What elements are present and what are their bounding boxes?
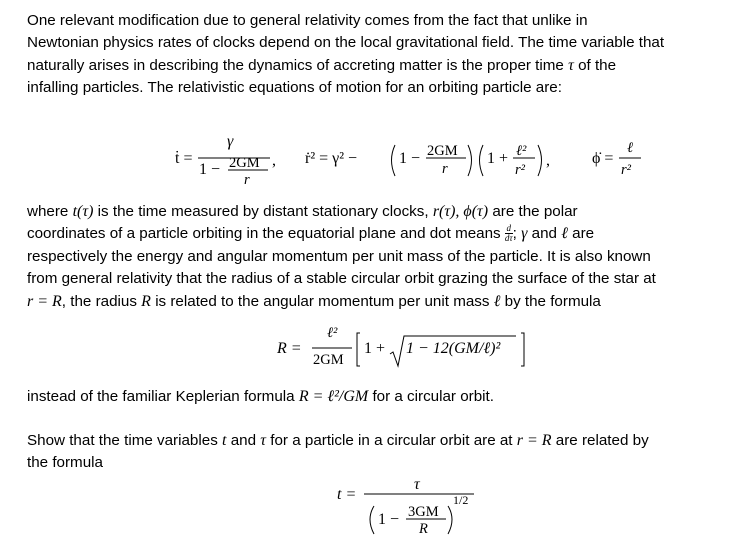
- fraction-numerator: d: [506, 223, 511, 234]
- math-symbol: τ: [260, 432, 267, 449]
- math-symbol: t: [222, 432, 227, 449]
- math-symbol: R: [141, 292, 151, 310]
- semicolon: ;: [512, 225, 517, 243]
- radius-radicand: 1 − 12(GM/ℓ)²: [406, 340, 501, 357]
- r-dot-factor1-one: 1 −: [399, 150, 421, 167]
- tau-symbol: τ: [568, 56, 574, 74]
- comma: ,: [272, 152, 276, 169]
- math-symbol: r = R: [27, 292, 62, 310]
- text-span: is the time measured by distant stationary clocks,: [97, 203, 429, 220]
- text-span: and: [531, 225, 557, 243]
- math-symbol: ℓ: [493, 292, 501, 310]
- radius-lhs: R =: [277, 340, 302, 357]
- final-lhs: t =: [337, 486, 357, 503]
- math-symbol: r = R: [516, 432, 552, 449]
- phi-dot-denominator: r²: [621, 162, 631, 178]
- t-dot-lhs: ṫ =: [175, 150, 193, 167]
- text-line: infalling particles. The relativistic equations of motion for an orbiting particle are:: [27, 79, 562, 97]
- text-line: the formula: [27, 454, 103, 472]
- r-dot-lhs: ṙ² = γ² −: [305, 150, 358, 167]
- final-numerator: τ: [414, 476, 420, 493]
- text-span: naturally arises in describing the dynamics of accreting matter is the proper time: [27, 56, 564, 74]
- text-span: Show that the time variables: [27, 432, 218, 449]
- comma: ,: [546, 152, 550, 169]
- t-dot-numerator: γ: [227, 133, 234, 150]
- t-dot-inner-denominator: r: [244, 172, 250, 188]
- r-dot-factor2-numerator: ℓ²: [516, 143, 527, 159]
- text-span: are the polar: [492, 203, 578, 220]
- text-span: are related by: [555, 432, 649, 449]
- text-span: and: [230, 432, 257, 449]
- text-span: for a particle in a circular orbit are at: [270, 432, 513, 449]
- text-span: where: [27, 203, 69, 220]
- fraction-denominator: dτ: [504, 233, 513, 244]
- text-line: from general relativity that the radius of a stable circular orbit grazing the surface of the star at: [27, 270, 656, 288]
- text-span: is related to the angular momentum per unit mass: [155, 292, 490, 310]
- phi-dot-numerator: ℓ: [627, 140, 634, 156]
- t-dot-inner-numerator: 2GM: [229, 155, 260, 171]
- r-dot-factor2-denominator: r²: [515, 162, 525, 178]
- phi-dot-lhs: ϕ̇ =: [592, 150, 614, 167]
- final-inner-numerator: 3GM: [408, 504, 439, 520]
- right-paren: [448, 506, 452, 534]
- text-line: respectively the energy and angular momentum per unit mass of the particle. It is also known: [27, 247, 651, 265]
- text-span: coordinates of a particle orbiting in the equatorial plane and dot means: [27, 225, 501, 243]
- final-exponent: 1/2: [453, 493, 469, 507]
- radius-one-plus: 1 +: [364, 340, 386, 357]
- text-span: are: [572, 225, 595, 243]
- final-paren-one: 1 −: [378, 511, 400, 528]
- left-paren: [370, 506, 374, 534]
- text-span: by the formula: [504, 292, 601, 310]
- t-dot-denominator-one: 1 −: [199, 161, 221, 178]
- math-symbol: r(τ), ϕ(τ): [432, 203, 489, 220]
- math-symbol: γ: [521, 225, 528, 243]
- text-span: , the radius: [61, 292, 137, 310]
- radius-numerator: ℓ²: [327, 325, 338, 341]
- r-dot-factor1-denominator: r: [442, 161, 448, 177]
- text-line: One relevant modification due to general relativity comes from the fact that unlike in: [27, 12, 588, 29]
- text-span: for a circular orbit.: [372, 388, 494, 405]
- text-line: Newtonian physics rates of clocks depend on the local gravitational field. The time variable that: [27, 34, 665, 52]
- text-span: instead of the familiar Keplerian formula: [27, 388, 295, 405]
- r-dot-factor2-one: 1 +: [487, 150, 509, 167]
- radius-denominator: 2GM: [313, 352, 344, 368]
- r-dot-factor1-numerator: 2GM: [427, 143, 458, 159]
- math-symbol: R = ℓ²/GM: [298, 388, 369, 405]
- math-symbol: t(τ): [72, 203, 94, 220]
- final-inner-denominator: R: [419, 521, 428, 537]
- text-span: of the: [578, 56, 617, 74]
- math-symbol: ℓ: [561, 225, 568, 243]
